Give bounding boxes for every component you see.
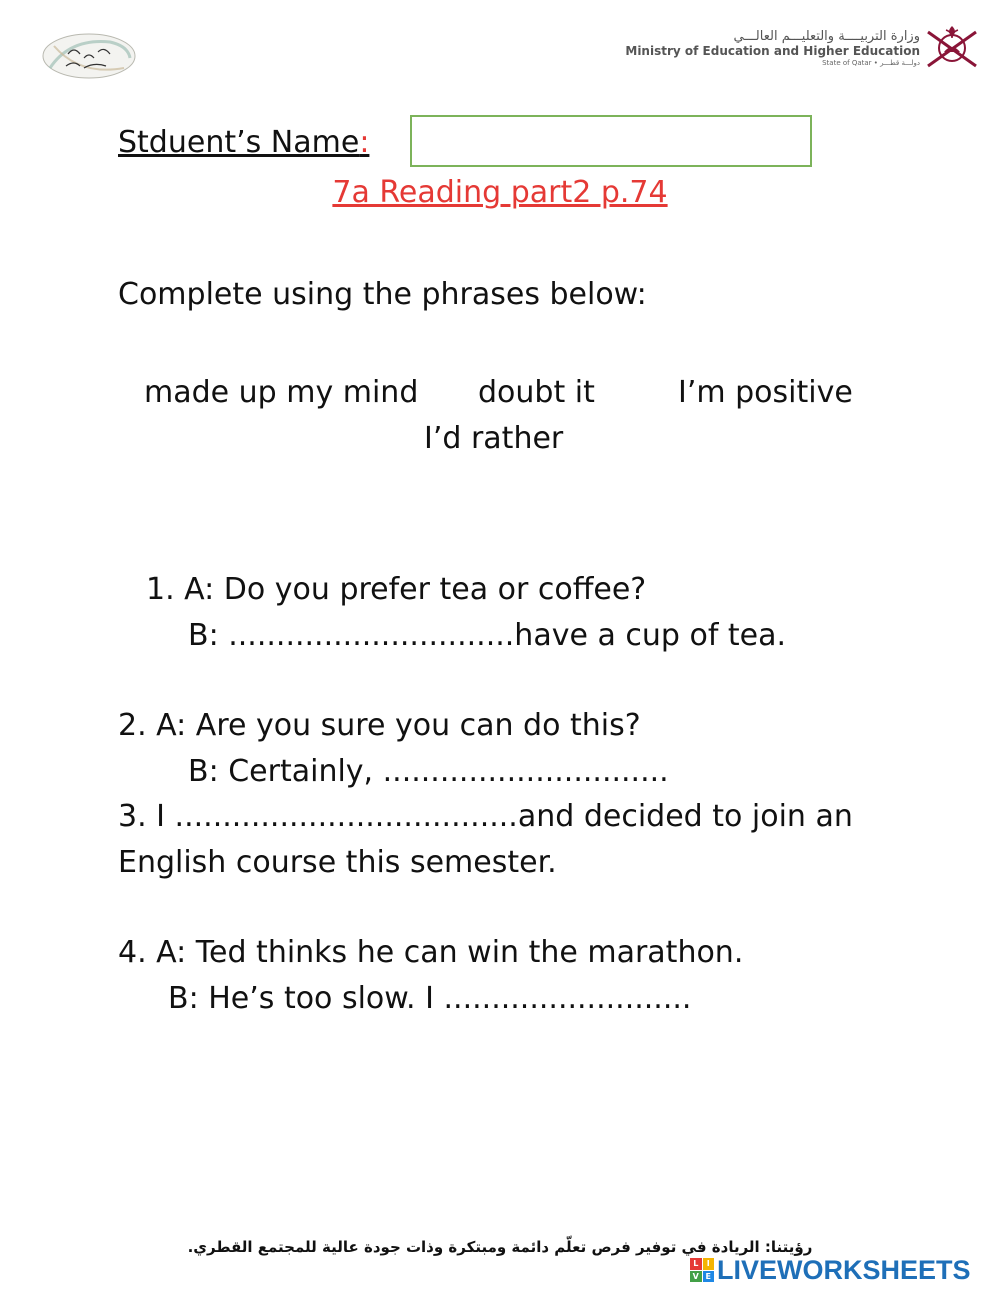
ministry-name-arabic: وزارة التربيــــة والتعليـــم العالـــي — [733, 29, 920, 44]
vision-statement: رؤيتنا: الريادة في توفير فرص تعلّم دائمة ومبتكرة وذات جودة عالية للمجتمع القطري. — [187, 1238, 813, 1256]
question-3-a: 3. I ....................................and decided to join an — [118, 799, 853, 834]
question-2-b: B: Certainly, .............................. — [188, 754, 669, 789]
student-name-input[interactable] — [410, 115, 812, 167]
phrase-made-up-my-mind: made up my mind — [144, 375, 419, 410]
ministry-header — [625, 30, 920, 67]
question-1-b: B: ..............................have a cup of tea. — [188, 618, 787, 653]
question-4-a: 4. A: Ted thinks he can win the marathon. — [118, 935, 744, 970]
qatar-emblem-icon — [922, 18, 982, 74]
ministry-name-english: Ministry of Education and Higher Education — [625, 43, 920, 58]
state-of-qatar: State of Qatar • دولـــة قطـــر — [822, 58, 920, 67]
phrase-im-positive: I’m positive — [678, 375, 853, 410]
question-1-a: 1. A: Do you prefer tea or coffee? — [146, 572, 647, 607]
liveworksheets-logo[interactable] — [690, 1255, 971, 1285]
liveworksheets-wordmark: LIVEWORKSHEETS — [717, 1254, 971, 1285]
question-4-b: B: He’s too slow. I .......................... — [168, 981, 692, 1016]
student-name-label: Stduent’s Name: — [118, 125, 370, 160]
english-department-logo — [40, 28, 138, 84]
question-3-b: English course this semester. — [118, 845, 557, 880]
instruction-text: Complete using the phrases below: — [118, 277, 647, 312]
worksheet-title: 7a Reading part2 p.74 — [332, 175, 668, 210]
liveworksheets-icon: L I V E — [690, 1258, 714, 1282]
name-colon: : — [359, 125, 370, 160]
phrase-id-rather: I’d rather — [424, 421, 564, 456]
question-2-a: 2. A: Are you sure you can do this? — [118, 708, 641, 743]
phrase-doubt-it: doubt it — [478, 375, 595, 410]
